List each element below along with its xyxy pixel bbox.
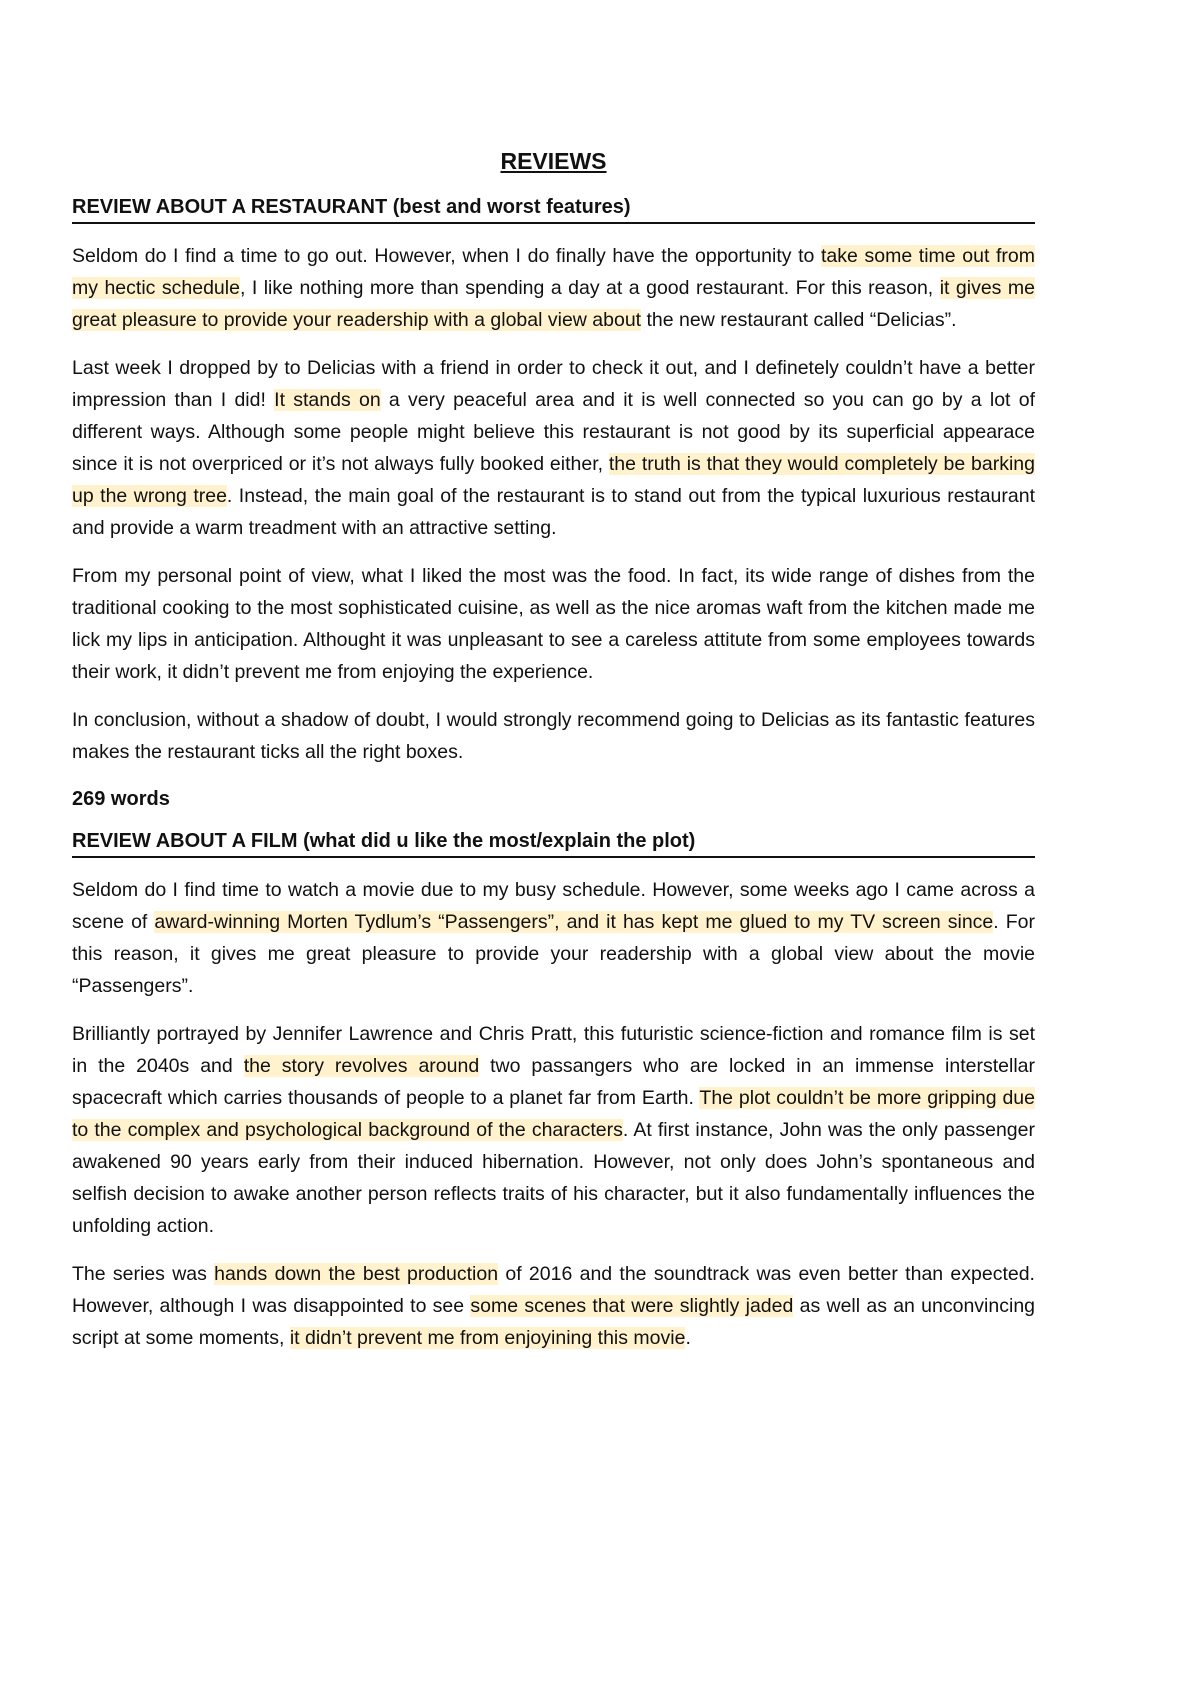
text-run: The series was — [72, 1263, 215, 1285]
text-run: . Instead, the main goal of the restaurant is to stand out from the typical luxurious restaurant and provide a warm treadment with an attractive setting. — [72, 485, 1036, 539]
text-run: . For this reason, it gives me great pleasure to provide your readership with a global view about the movie “Passengers”. — [72, 911, 1035, 997]
highlighted-phrase: award-winning Morten Tydlum’s “Passengers”, and it has kept me glued to my TV screen since — [154, 911, 994, 933]
highlighted-phrase: it didn’t prevent me from enjoyining this movie — [289, 1327, 686, 1349]
highlighted-phrase: It stands on — [274, 389, 381, 411]
restaurant-paragraph-2 — [72, 352, 1035, 544]
restaurant-paragraph-3 — [72, 560, 1035, 688]
document-page — [72, 146, 1035, 1370]
text-run: Last week I dropped by to Delicias with a friend in order to check it out, and I definetely couldn’t have a better impression than I did! — [72, 357, 1035, 411]
highlighted-phrase: the truth is that they would completely be barking up the wrong tree — [72, 453, 1035, 507]
restaurant-paragraph-1 — [72, 240, 1035, 336]
text-run: In conclusion, without a shadow of doubt, I would strongly recommend going to Delicias as its fantastic features makes the restaurant ticks all the right boxes. — [72, 709, 1035, 763]
text-run: as well as an unconvincing script at some moments, — [72, 1295, 1036, 1349]
film-paragraph-3 — [72, 1258, 1035, 1354]
text-run: Brilliantly portrayed by Jennifer Lawrence and Chris Pratt, this futuristic science-fiction and romance film is set in the 2040s and — [72, 1023, 1035, 1077]
text-run: the new restaurant called “Delicias”. — [641, 309, 957, 331]
restaurant-review-heading: REVIEW ABOUT A RESTAURANT (best and worst features) — [72, 194, 1035, 224]
film-paragraph-2 — [72, 1018, 1035, 1242]
film-paragraph-1 — [72, 874, 1035, 1002]
highlighted-phrase: hands down the best production — [214, 1263, 499, 1285]
highlighted-phrase: The plot couldn’t be more gripping due to the complex and psychological background of the characters — [72, 1087, 1035, 1141]
text-run: . — [685, 1327, 691, 1349]
highlighted-phrase: take some time out from my hectic schedule — [72, 245, 1035, 299]
text-run: Seldom do I find time to watch a movie due to my busy schedule. However, some weeks ago I came across a scene of — [72, 879, 1035, 933]
document-title: REVIEWS — [500, 148, 607, 174]
text-run: of 2016 and the soundtrack was even better than expected. However, although I was disappointed to see — [72, 1263, 1035, 1317]
text-run: . At first instance, John was the only passenger awakened 90 years early from their induced hibernation. However, not only does John’s spontaneous and selfish decision to awake another person reflects traits of his character, but it also fundamentally influences the unfolding action. — [72, 1119, 1035, 1237]
text-run: two passangers who are locked in an immense interstellar spacecraft which carries thousands of people to a planet far from Earth. — [72, 1055, 1035, 1109]
text-run: a very peaceful area and it is well connected so you can go by a lot of different ways. Although some people might believe this restaurant is not good by its superficial appearace since it is not overpriced or it’s not always fully booked either, — [72, 389, 1035, 475]
text-run: From my personal point of view, what I liked the most was the food. In fact, its wide range of dishes from the traditional cooking to the most sophisticated cuisine, as well as the nice aromas waft from the kitchen made me lick my lips in anticipation. Althought it was unpleasant to see a careless attitute from some employees towards their work, it didn’t prevent me from enjoying the experience. — [72, 565, 1035, 683]
restaurant-paragraph-4 — [72, 704, 1035, 768]
word-count: 269 words — [72, 788, 170, 810]
text-run: Seldom do I find a time to go out. However, when I do finally have the opportunity to — [72, 245, 822, 267]
highlighted-phrase: some scenes that were slightly jaded — [470, 1295, 794, 1317]
highlighted-phrase: it gives me great pleasure to provide your readership with a global view about — [72, 277, 1035, 331]
highlighted-phrase: the story revolves around — [243, 1055, 480, 1077]
text-run: , I like nothing more than spending a day at a good restaurant. For this reason, — [239, 277, 940, 299]
film-review-heading: REVIEW ABOUT A FILM (what did u like the most/explain the plot) — [72, 828, 1035, 858]
